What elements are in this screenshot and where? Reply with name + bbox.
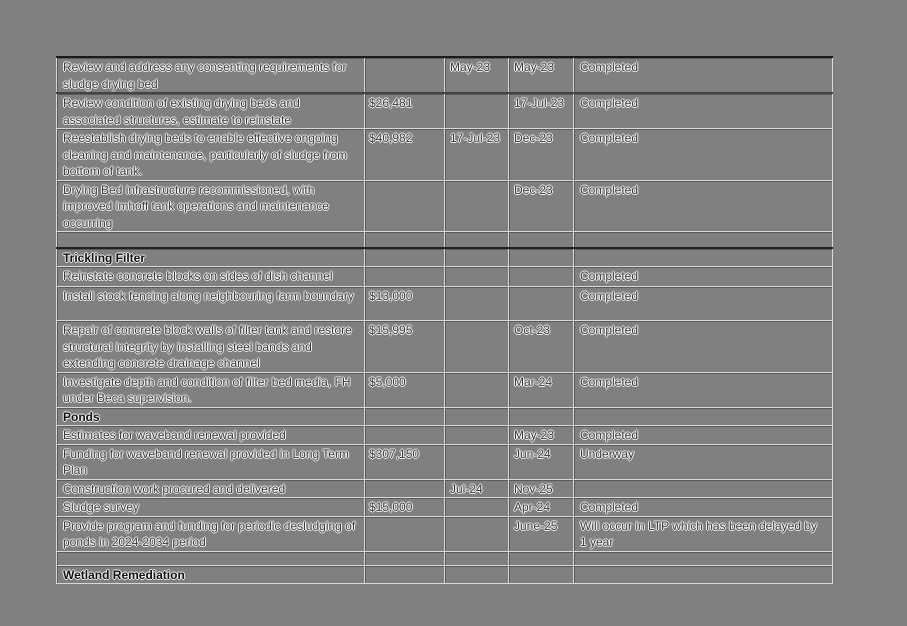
section-header-row <box>57 565 833 584</box>
due-date-cell: Jun-24 <box>509 444 574 479</box>
due-date-cell <box>509 287 574 321</box>
cost-cell: $5,000 <box>365 372 445 407</box>
start-date-cell <box>445 516 509 551</box>
start-date-cell <box>445 180 509 232</box>
action-cell: Investigate depth and condition of filter bed media, FH under Beca supervision. <box>57 372 365 407</box>
action-cell: Provide program and funding for periodic desludging of ponds in 2024-2034 period <box>57 516 365 551</box>
start-date-cell <box>445 498 509 517</box>
start-date-cell <box>445 565 509 584</box>
start-date-cell <box>445 426 509 445</box>
table-row <box>57 129 833 181</box>
due-date-cell <box>509 248 574 267</box>
cost-cell: $26,481 <box>365 93 445 129</box>
cost-cell <box>365 426 445 445</box>
status-cell: Completed <box>574 93 833 129</box>
blank-row <box>57 232 833 248</box>
action-cell: Drying Bed infrastructure recommissioned, with improved imhoff tank operations and maintenance occurring <box>57 180 365 232</box>
start-date-cell <box>445 232 509 248</box>
due-date-cell: May-23 <box>509 57 574 93</box>
status-cell <box>574 248 833 267</box>
due-date-cell: Oct-23 <box>509 321 574 373</box>
action-cell: Reinstate concrete blocks on sides of dish channel <box>57 267 365 287</box>
status-cell <box>574 565 833 584</box>
action-cell <box>57 232 365 248</box>
due-date-cell: 17-Jul-23 <box>509 93 574 129</box>
section-header-row <box>57 248 833 267</box>
status-cell: Completed <box>574 372 833 407</box>
start-date-cell: 17-Jul-23 <box>445 129 509 181</box>
start-date-cell <box>445 321 509 373</box>
table-row <box>57 180 833 232</box>
action-cell: Trickling Filter <box>57 248 365 267</box>
due-date-cell <box>509 565 574 584</box>
action-cell: Reestablish drying beds to enable effective ongoing cleaning and maintenance, particularly of sludge from bottom of tank. <box>57 129 365 181</box>
start-date-cell: May-23 <box>445 57 509 93</box>
start-date-cell: Jul-24 <box>445 479 509 498</box>
start-date-cell <box>445 93 509 129</box>
table-row <box>57 372 833 407</box>
table-row <box>57 498 833 517</box>
status-cell: Underway <box>574 444 833 479</box>
status-cell <box>574 232 833 248</box>
cost-cell <box>365 551 445 565</box>
due-date-cell: Dec-23 <box>509 180 574 232</box>
start-date-cell <box>445 287 509 321</box>
status-cell <box>574 407 833 426</box>
blank-row <box>57 551 833 565</box>
status-cell: Completed <box>574 426 833 445</box>
start-date-cell <box>445 372 509 407</box>
table-row <box>57 516 833 551</box>
cost-cell: $40,982 <box>365 129 445 181</box>
due-date-cell: Apr-24 <box>509 498 574 517</box>
table-row <box>57 287 833 321</box>
action-cell <box>57 551 365 565</box>
status-cell: Completed <box>574 498 833 517</box>
section-header-row <box>57 407 833 426</box>
start-date-cell <box>445 248 509 267</box>
status-cell: Completed <box>574 267 833 287</box>
start-date-cell <box>445 444 509 479</box>
status-cell: Will occur in LTP which has been delayed by 1 year <box>574 516 833 551</box>
cost-cell <box>365 232 445 248</box>
status-cell: Completed <box>574 180 833 232</box>
status-cell: Completed <box>574 129 833 181</box>
action-cell: Funding for waveband renewal provided in Long Term Plan <box>57 444 365 479</box>
status-cell: Completed <box>574 321 833 373</box>
due-date-cell <box>509 407 574 426</box>
cost-cell <box>365 267 445 287</box>
start-date-cell <box>445 407 509 426</box>
cost-cell: $15,000 <box>365 498 445 517</box>
table-row <box>57 479 833 498</box>
status-cell: Completed <box>574 287 833 321</box>
action-cell: Wetland Remediation <box>57 565 365 584</box>
action-plan-table <box>56 56 833 584</box>
due-date-cell <box>509 232 574 248</box>
cost-cell: $307,150 <box>365 444 445 479</box>
status-cell: Completed <box>574 57 833 93</box>
table-row <box>57 93 833 129</box>
action-cell: Review condition of existing drying beds and associated structures, estimate to reinstate <box>57 93 365 129</box>
status-cell <box>574 479 833 498</box>
due-date-cell: Nov-25 <box>509 479 574 498</box>
cost-cell <box>365 407 445 426</box>
action-cell: Install stock fencing along neighbouring farm boundary <box>57 287 365 321</box>
due-date-cell: Dec-23 <box>509 129 574 181</box>
cost-cell <box>365 516 445 551</box>
cost-cell <box>365 248 445 267</box>
action-cell: Ponds <box>57 407 365 426</box>
due-date-cell: Mar-24 <box>509 372 574 407</box>
action-cell: Sludge survey <box>57 498 365 517</box>
status-cell <box>574 551 833 565</box>
due-date-cell <box>509 551 574 565</box>
table-row <box>57 267 833 287</box>
due-date-cell <box>509 267 574 287</box>
table-row <box>57 444 833 479</box>
table-row <box>57 321 833 373</box>
action-cell: Review and address any consenting requirements for sludge drying bed <box>57 57 365 93</box>
cost-cell: $15,995 <box>365 321 445 373</box>
table-body <box>57 57 833 584</box>
cost-cell: $13,000 <box>365 287 445 321</box>
cost-cell <box>365 180 445 232</box>
cost-cell <box>365 565 445 584</box>
table-row <box>57 426 833 445</box>
action-cell: Construction work procured and delivered <box>57 479 365 498</box>
cost-cell <box>365 57 445 93</box>
action-cell: Repair of concrete block walls of filter tank and restore structural integrity by installing steel bands and extending concrete drainage channel <box>57 321 365 373</box>
start-date-cell <box>445 551 509 565</box>
action-cell: Estimates for waveband renewal provided <box>57 426 365 445</box>
table-row <box>57 57 833 93</box>
due-date-cell: May-23 <box>509 426 574 445</box>
due-date-cell: June-25 <box>509 516 574 551</box>
cost-cell <box>365 479 445 498</box>
start-date-cell <box>445 267 509 287</box>
